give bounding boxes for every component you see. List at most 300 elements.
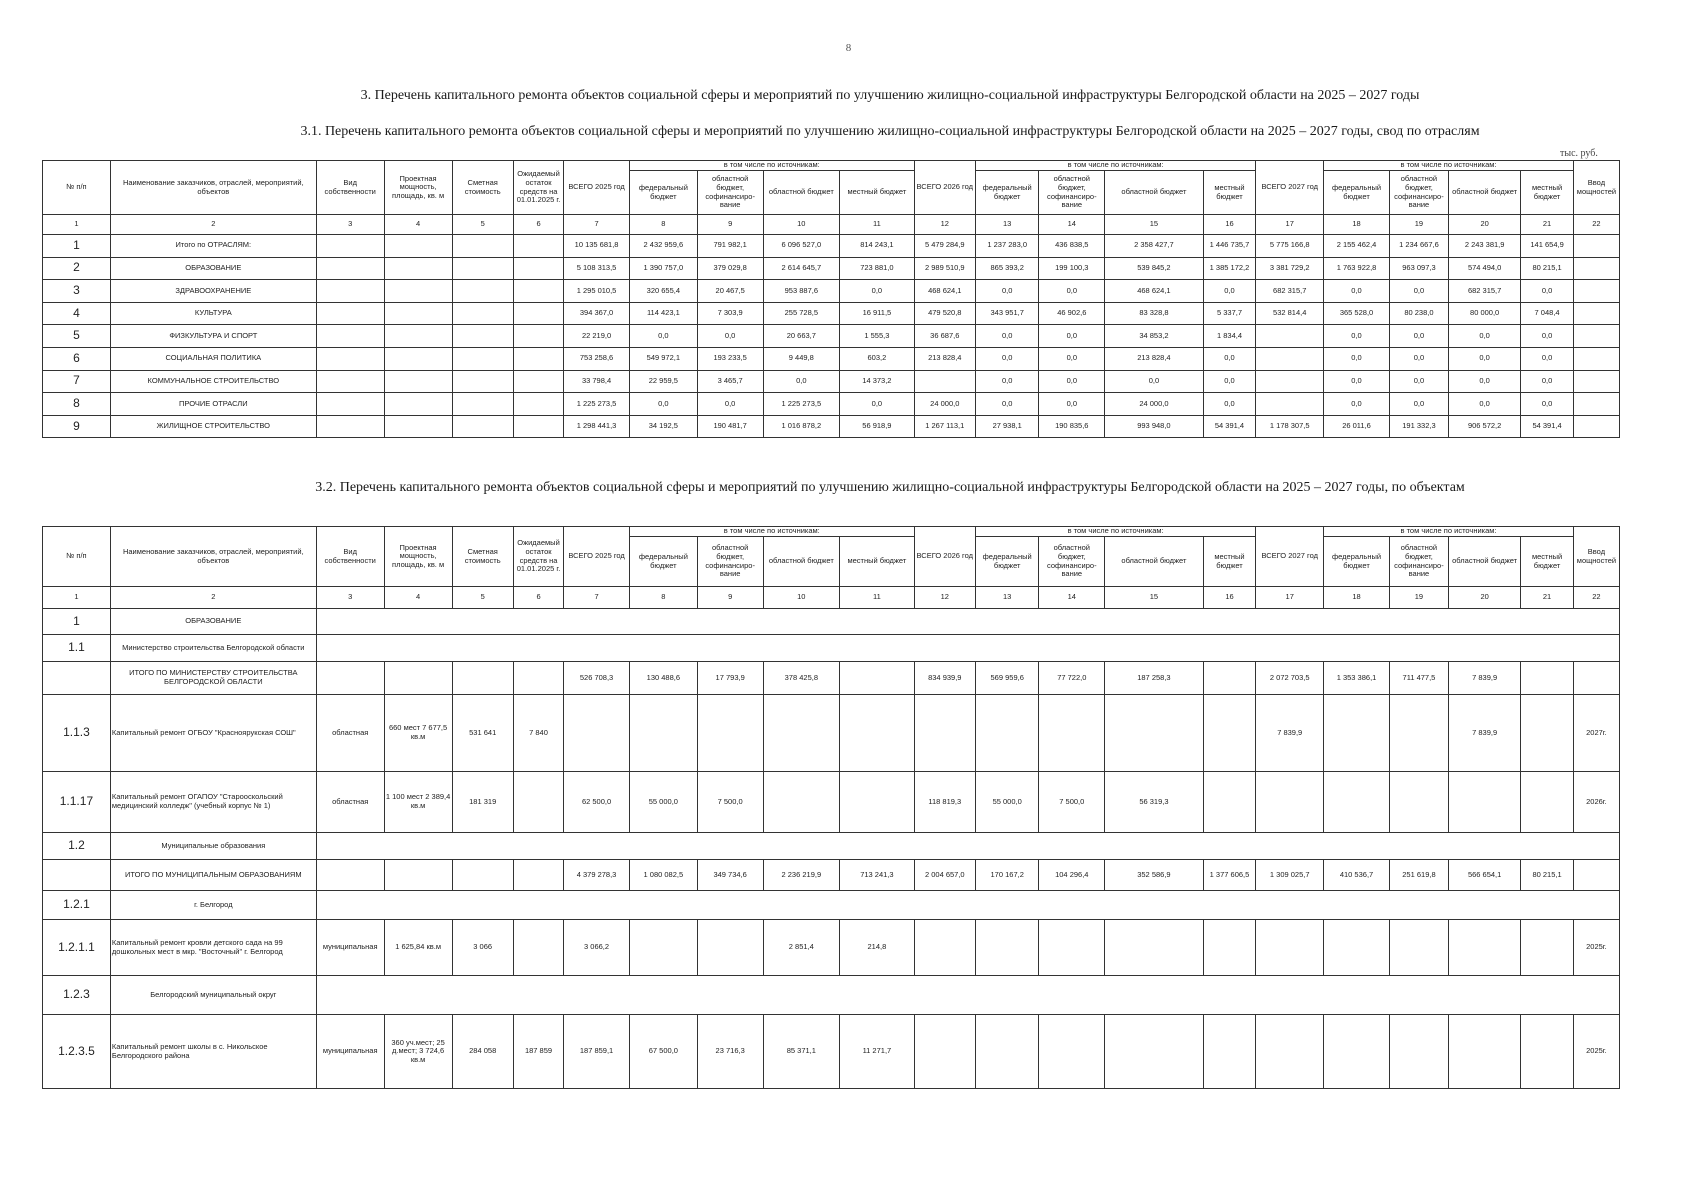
value-cell: 603,2 (840, 347, 914, 370)
value-cell: 549 972,1 (629, 347, 697, 370)
table-row (43, 302, 1620, 325)
header-regional: областной бюджет (763, 537, 840, 587)
column-number: 18 (1324, 587, 1390, 609)
value-cell (513, 280, 563, 303)
value-cell: 1 237 283,0 (975, 235, 1039, 258)
value-cell: 2 072 703,5 (1256, 662, 1324, 695)
value-cell: 1 080 082,5 (629, 860, 697, 891)
value-cell: 0,0 (840, 393, 914, 416)
value-cell: 539 845,2 (1105, 257, 1204, 280)
value-cell: 0,0 (629, 325, 697, 348)
value-cell: 0,0 (1389, 370, 1448, 393)
column-number: 8 (629, 215, 697, 235)
value-cell: 2026г. (1573, 772, 1619, 833)
value-cell: 214,8 (840, 920, 914, 976)
value-cell: 0,0 (1521, 280, 1574, 303)
value-cell (384, 280, 452, 303)
value-cell: 436 838,5 (1039, 235, 1105, 258)
value-cell: 187 859 (513, 1015, 563, 1089)
header-regional-cofin: областной бюджет, софинансиро-вание (697, 171, 763, 215)
value-cell (384, 235, 452, 258)
value-cell: 1 225 273,5 (763, 393, 840, 416)
value-cell (1573, 347, 1619, 370)
header-federal: федеральный бюджет (975, 537, 1039, 587)
value-cell: 1 446 735,7 (1203, 235, 1256, 258)
value-cell (513, 302, 563, 325)
value-cell (316, 415, 384, 438)
value-cell (1389, 772, 1448, 833)
value-cell (1573, 662, 1619, 695)
summary-by-sector-table (42, 160, 1620, 438)
value-cell: 77 722,0 (1039, 662, 1105, 695)
value-cell: 7 303,9 (697, 302, 763, 325)
object-name: Капитальный ремонт ОГБОУ "Красноярукская СОШ" (110, 695, 316, 772)
value-cell: 682 315,7 (1449, 280, 1521, 303)
column-number: 16 (1203, 587, 1256, 609)
value-cell: 1 763 922,8 (1324, 257, 1390, 280)
value-cell: 1 267 113,1 (914, 415, 975, 438)
column-number: 22 (1573, 587, 1619, 609)
table-row (43, 370, 1620, 393)
value-cell (452, 662, 513, 695)
value-cell: 80 238,0 (1389, 302, 1448, 325)
value-cell: 0,0 (697, 325, 763, 348)
section-row (43, 635, 1620, 662)
value-cell (914, 920, 975, 976)
value-cell (1521, 920, 1574, 976)
table-row (43, 415, 1620, 438)
header-regional: областной бюджет (1449, 537, 1521, 587)
value-cell: 130 488,6 (629, 662, 697, 695)
row-number: 4 (43, 302, 111, 325)
row-number: 6 (43, 347, 111, 370)
value-cell (316, 347, 384, 370)
value-cell: 1 390 757,0 (629, 257, 697, 280)
value-cell: 906 572,2 (1449, 415, 1521, 438)
header-regional-cofin: областной бюджет, софинансиро-вание (1389, 171, 1448, 215)
column-number: 10 (763, 587, 840, 609)
column-number: 21 (1521, 587, 1574, 609)
value-cell: 3 066,2 (564, 920, 630, 976)
value-cell: 80 215,1 (1521, 860, 1574, 891)
section-row (43, 609, 1620, 635)
table-row (43, 920, 1620, 976)
value-cell: 0,0 (1449, 325, 1521, 348)
column-number: 17 (1256, 587, 1324, 609)
column-number: 14 (1039, 215, 1105, 235)
object-name: Капитальный ремонт ОГАПОУ "Старооскольский медицинский колледж" (учебный корпус № 1) (110, 772, 316, 833)
header-regional: областной бюджет (1105, 171, 1204, 215)
column-number: 5 (452, 215, 513, 235)
value-cell (1039, 695, 1105, 772)
value-cell (1256, 370, 1324, 393)
value-cell: 2 851,4 (763, 920, 840, 976)
value-cell: 379 029,8 (697, 257, 763, 280)
value-cell: 723 881,0 (840, 257, 914, 280)
section-filler (316, 635, 1619, 662)
value-cell (1105, 1015, 1204, 1089)
value-cell (1389, 695, 1448, 772)
value-cell: 46 902,6 (1039, 302, 1105, 325)
value-cell (1256, 772, 1324, 833)
column-number: 4 (384, 587, 452, 609)
value-cell (629, 920, 697, 976)
value-cell (1573, 325, 1619, 348)
row-number: 2 (43, 257, 111, 280)
value-cell: 0,0 (1521, 347, 1574, 370)
value-cell (1256, 325, 1324, 348)
column-number: 13 (975, 587, 1039, 609)
sector-name: ЗДРАВООХРАНЕНИЕ (110, 280, 316, 303)
header-total-2025: ВСЕГО 2025 год (564, 161, 630, 215)
value-cell (1389, 1015, 1448, 1089)
value-cell (1203, 695, 1256, 772)
value-cell (452, 370, 513, 393)
value-cell (1573, 860, 1619, 891)
header-ownership: Вид собственности (316, 527, 384, 587)
value-cell: 343 951,7 (975, 302, 1039, 325)
value-cell: 251 619,8 (1389, 860, 1448, 891)
value-cell (1573, 393, 1619, 416)
value-cell: 1 555,3 (840, 325, 914, 348)
subsection-title-3-1: 3.1. Перечень капитального ремонта объектов социальной сферы и мероприятий по улучшению жилищно-социальной инфраструктуры Белгородской области на 2025 – 2027 годы, свод по отраслям (300, 124, 1480, 139)
value-cell (697, 920, 763, 976)
value-cell (840, 772, 914, 833)
column-number: 20 (1449, 587, 1521, 609)
value-cell: 0,0 (975, 393, 1039, 416)
table-row (43, 772, 1620, 833)
column-number: 3 (316, 215, 384, 235)
row-number: 1 (43, 609, 111, 635)
value-cell: 753 258,6 (564, 347, 630, 370)
table-row (43, 235, 1620, 258)
value-cell: 0,0 (1389, 325, 1448, 348)
table-row (43, 257, 1620, 280)
section-title: 3. Перечень капитального ремонта объектов социальной сферы и мероприятий по улучшению жилищно-социальной инфраструктуры Белгородской области на 2025 – 2027 годы (360, 88, 1420, 103)
value-cell: 834 939,9 (914, 662, 975, 695)
value-cell: 0,0 (840, 280, 914, 303)
value-cell: 1 625,84 кв.м (384, 920, 452, 976)
value-cell: 0,0 (1449, 393, 1521, 416)
value-cell: 0,0 (1324, 347, 1390, 370)
value-cell: 468 624,1 (914, 280, 975, 303)
value-cell: муниципальная (316, 920, 384, 976)
value-cell (316, 860, 384, 891)
value-cell: 0,0 (1203, 280, 1256, 303)
value-cell (384, 302, 452, 325)
value-cell: 181 319 (452, 772, 513, 833)
row-number: 1.2.3 (43, 976, 111, 1015)
value-cell (316, 370, 384, 393)
value-cell: 532 814,4 (1256, 302, 1324, 325)
value-cell (316, 393, 384, 416)
value-cell (564, 695, 630, 772)
column-number: 15 (1105, 587, 1204, 609)
section-row (43, 976, 1620, 1015)
value-cell (513, 415, 563, 438)
value-cell (1573, 415, 1619, 438)
value-cell: 1 377 606,5 (1203, 860, 1256, 891)
by-object-table (42, 526, 1620, 1089)
value-cell: 0,0 (975, 325, 1039, 348)
value-cell (316, 235, 384, 258)
header-regional: областной бюджет (763, 171, 840, 215)
value-cell (1256, 393, 1324, 416)
value-cell (384, 370, 452, 393)
value-cell: 2 614 645,7 (763, 257, 840, 280)
column-number: 11 (840, 587, 914, 609)
value-cell: 20 467,5 (697, 280, 763, 303)
units-label: тыс. руб. (1560, 148, 1598, 159)
column-number: 2 (110, 215, 316, 235)
value-cell: 26 011,6 (1324, 415, 1390, 438)
value-cell (1324, 1015, 1390, 1089)
value-cell: 85 371,1 (763, 1015, 840, 1089)
column-number: 16 (1203, 215, 1256, 235)
header-regional-cofin: областной бюджет, софинансиро-вание (697, 537, 763, 587)
value-cell: 7 500,0 (1039, 772, 1105, 833)
row-number: 1.2 (43, 833, 111, 860)
column-number: 1 (43, 587, 111, 609)
value-cell: 22 959,5 (629, 370, 697, 393)
column-number: 6 (513, 215, 563, 235)
row-number: 7 (43, 370, 111, 393)
value-cell (914, 370, 975, 393)
column-number-row (43, 215, 1620, 235)
header-regional: областной бюджет (1449, 171, 1521, 215)
value-cell: 80 000,0 (1449, 302, 1521, 325)
object-name: Капитальный ремонт кровли детского сада на 99 дошкольных мест в мкр. "Восточный" г. Белгород (110, 920, 316, 976)
value-cell (1389, 920, 1448, 976)
column-number: 4 (384, 215, 452, 235)
value-cell: 34 853,2 (1105, 325, 1204, 348)
value-cell: 365 528,0 (1324, 302, 1390, 325)
value-cell: 865 393,2 (975, 257, 1039, 280)
value-cell (1449, 1015, 1521, 1089)
value-cell: 17 793,9 (697, 662, 763, 695)
value-cell: 1 178 307,5 (1256, 415, 1324, 438)
value-cell: 2027г. (1573, 695, 1619, 772)
value-cell (1521, 772, 1574, 833)
value-cell: 479 520,8 (914, 302, 975, 325)
column-number: 21 (1521, 215, 1574, 235)
value-cell: 0,0 (1203, 347, 1256, 370)
column-number: 14 (1039, 587, 1105, 609)
row-number: 8 (43, 393, 111, 416)
column-number: 7 (564, 587, 630, 609)
value-cell: 1 385 172,2 (1203, 257, 1256, 280)
value-cell: 410 536,7 (1324, 860, 1390, 891)
header-federal: федеральный бюджет (629, 537, 697, 587)
value-cell: 141 654,9 (1521, 235, 1574, 258)
value-cell (384, 257, 452, 280)
value-cell: 394 367,0 (564, 302, 630, 325)
value-cell: 2025г. (1573, 920, 1619, 976)
column-number: 5 (452, 587, 513, 609)
row-number: 1 (43, 235, 111, 258)
value-cell: 963 097,3 (1389, 257, 1448, 280)
value-cell: 378 425,8 (763, 662, 840, 695)
value-cell: 0,0 (1203, 393, 1256, 416)
column-number: 9 (697, 215, 763, 235)
value-cell (1521, 695, 1574, 772)
value-cell: 0,0 (1105, 370, 1204, 393)
value-cell (513, 772, 563, 833)
value-cell: 1 225 273,5 (564, 393, 630, 416)
header-total-2026: ВСЕГО 2026 год (914, 527, 975, 587)
sector-name: КОММУНАЛЬНОЕ СТРОИТЕЛЬСТВО (110, 370, 316, 393)
header-local: местный бюджет (1521, 537, 1574, 587)
header-including-2025: в том числе по источникам: (629, 161, 914, 171)
value-cell: 349 734,6 (697, 860, 763, 891)
header-local: местный бюджет (840, 537, 914, 587)
header-total-2026: ВСЕГО 2026 год (914, 161, 975, 215)
header-estimate: Сметная стоимость (452, 161, 513, 215)
value-cell: 320 655,4 (629, 280, 697, 303)
value-cell (452, 302, 513, 325)
value-cell: 0,0 (1203, 370, 1256, 393)
column-number: 12 (914, 587, 975, 609)
value-cell: 352 586,9 (1105, 860, 1204, 891)
value-cell (1203, 772, 1256, 833)
column-number: 8 (629, 587, 697, 609)
value-cell: 7 048,4 (1521, 302, 1574, 325)
header-including-2025: в том числе по источникам: (629, 527, 914, 537)
table-row (43, 347, 1620, 370)
value-cell: 0,0 (1039, 325, 1105, 348)
value-cell: 569 959,6 (975, 662, 1039, 695)
value-cell: 0,0 (1039, 347, 1105, 370)
value-cell (513, 920, 563, 976)
value-cell: 7 500,0 (697, 772, 763, 833)
value-cell: 0,0 (1039, 280, 1105, 303)
sector-name: ПРОЧИЕ ОТРАСЛИ (110, 393, 316, 416)
value-cell: 114 423,1 (629, 302, 697, 325)
value-cell (513, 235, 563, 258)
value-cell (316, 325, 384, 348)
value-cell: 24 000,0 (1105, 393, 1204, 416)
header-regional-cofin: областной бюджет, софинансиро-вание (1039, 537, 1105, 587)
value-cell: 1 234 667,6 (1389, 235, 1448, 258)
value-cell: 0,0 (975, 280, 1039, 303)
section-name: ОБРАЗОВАНИЕ (110, 609, 316, 635)
value-cell: 10 135 681,8 (564, 235, 630, 258)
column-number: 9 (697, 587, 763, 609)
row-number (43, 860, 111, 891)
column-number: 2 (110, 587, 316, 609)
header-federal: федеральный бюджет (975, 171, 1039, 215)
header-including-2027: в том числе по источникам: (1324, 161, 1574, 171)
value-cell: 3 465,7 (697, 370, 763, 393)
value-cell: 0,0 (763, 370, 840, 393)
header-remainder: Ожидаемый остаток средств на 01.01.2025 г. (513, 527, 563, 587)
value-cell: 6 096 527,0 (763, 235, 840, 258)
header-ownership: Вид собственности (316, 161, 384, 215)
row-number: 1.2.1 (43, 891, 111, 920)
value-cell (1324, 920, 1390, 976)
section-filler (316, 609, 1619, 635)
value-cell: 7 839,9 (1449, 662, 1521, 695)
value-cell (513, 347, 563, 370)
value-cell: 118 819,3 (914, 772, 975, 833)
sector-name: ЖИЛИЩНОЕ СТРОИТЕЛЬСТВО (110, 415, 316, 438)
value-cell: 56 918,9 (840, 415, 914, 438)
value-cell (1256, 1015, 1324, 1089)
value-cell (1573, 235, 1619, 258)
value-cell: 104 296,4 (1039, 860, 1105, 891)
column-number: 18 (1324, 215, 1390, 235)
value-cell (1521, 1015, 1574, 1089)
column-number: 19 (1389, 587, 1448, 609)
value-cell: 660 мест 7 677,5 кв.м (384, 695, 452, 772)
value-cell: 2 155 462,4 (1324, 235, 1390, 258)
value-cell: 67 500,0 (629, 1015, 697, 1089)
header-commission: Ввод мощностей (1573, 161, 1619, 215)
value-cell: 791 982,1 (697, 235, 763, 258)
row-number: 1.1 (43, 635, 111, 662)
value-cell: 0,0 (1324, 280, 1390, 303)
value-cell (1324, 695, 1390, 772)
column-number: 13 (975, 215, 1039, 235)
section-name: Министерство строительства Белгородской области (110, 635, 316, 662)
section-name: г. Белгород (110, 891, 316, 920)
header-total-2027: ВСЕГО 2027 год (1256, 161, 1324, 215)
value-cell: 713 241,3 (840, 860, 914, 891)
value-cell (1105, 920, 1204, 976)
value-cell: 33 798,4 (564, 370, 630, 393)
table-row (43, 325, 1620, 348)
value-cell: 993 948,0 (1105, 415, 1204, 438)
header-name: Наименование заказчиков, отраслей, мероприятий, объектов (110, 161, 316, 215)
value-cell: 0,0 (1324, 370, 1390, 393)
row-number (43, 662, 111, 695)
value-cell (316, 280, 384, 303)
value-cell (513, 860, 563, 891)
header-regional-cofin: областной бюджет, софинансиро-вание (1389, 537, 1448, 587)
table-row (43, 662, 1620, 695)
value-cell: 187 859,1 (564, 1015, 630, 1089)
row-number: 9 (43, 415, 111, 438)
section-filler (316, 976, 1619, 1015)
value-cell: 468 624,1 (1105, 280, 1204, 303)
object-name: ИТОГО ПО МИНИСТЕРСТВУ СТРОИТЕЛЬСТВА БЕЛГОРОДСКОЙ ОБЛАСТИ (110, 662, 316, 695)
value-cell (1256, 920, 1324, 976)
value-cell (513, 370, 563, 393)
value-cell (763, 695, 840, 772)
column-number: 22 (1573, 215, 1619, 235)
sector-name: ОБРАЗОВАНИЕ (110, 257, 316, 280)
section-row (43, 891, 1620, 920)
value-cell (384, 393, 452, 416)
column-number: 7 (564, 215, 630, 235)
value-cell: 2025г. (1573, 1015, 1619, 1089)
sector-name: КУЛЬТУРА (110, 302, 316, 325)
object-name: ИТОГО ПО МУНИЦИПАЛЬНЫМ ОБРАЗОВАНИЯМ (110, 860, 316, 891)
value-cell: 55 000,0 (629, 772, 697, 833)
header-capacity: Проектная мощность, площадь, кв. м (384, 527, 452, 587)
value-cell: 7 839,9 (1256, 695, 1324, 772)
row-number: 1.1.3 (43, 695, 111, 772)
value-cell: 190 481,7 (697, 415, 763, 438)
value-cell (513, 325, 563, 348)
value-cell: 1 353 386,1 (1324, 662, 1390, 695)
value-cell: 11 271,7 (840, 1015, 914, 1089)
value-cell: 5 479 284,9 (914, 235, 975, 258)
value-cell: 1 298 441,3 (564, 415, 630, 438)
header-local: местный бюджет (840, 171, 914, 215)
value-cell (1573, 302, 1619, 325)
value-cell: 23 716,3 (697, 1015, 763, 1089)
